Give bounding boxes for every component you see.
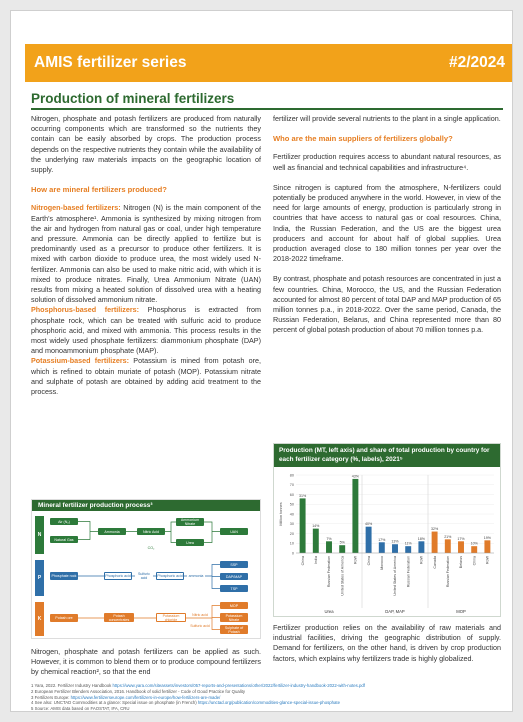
bar-data-label: 18%: [417, 536, 426, 541]
bar-data-label: 19%: [483, 535, 492, 540]
bar-data-label: 40%: [364, 522, 373, 527]
bar: [458, 541, 464, 553]
potassium-nitrate-box: Potassium Nitrate: [220, 613, 248, 622]
chart-title: Production (MT, left axis) and share of total production by country for each fertilizer category (%, labels), 2021⁵: [274, 444, 500, 467]
nitrogen-arrows: [32, 514, 262, 556]
series-banner: [25, 44, 513, 82]
ammonia-p-label: ammonia: [188, 574, 204, 578]
bar-data-label: 7%: [326, 536, 332, 541]
phosphate-potash-paragraph: By contrast, phosphate and potash resources are concentrated in just a few countries. China, Morocco, the US, and the Russian Federation accounted for almost 80 percent of total DAP and MAP production of 65 million tonnes p.a., in 2018-2022. Over the same period, Canada, the Russian Federation, Belarus, and China represented more than 80 percent of global potash production of about 70 million tonnes p.a.: [273, 274, 501, 335]
natural-gas-box: Natural Gas: [50, 536, 78, 543]
nitrogen-supply-paragraph: Since nitrogen is captured from the atmosphere, N-fertilizers could potentially be produced anywhere in the world. However, in view of the need for large amounts of energy, production is particularly strong in countries that have access to natural gas or coal resources. China, India, the Russian Federation, and the US are the biggest urea producers and account for about half of global supplies. Urea production averaged close to 180 million tonnes per year over the 2018-2022 timeframe.: [273, 182, 501, 264]
bar-data-label: 43%: [351, 474, 360, 479]
potash-concentrates-box: Potash concentrates: [104, 613, 134, 622]
bar: [352, 479, 358, 553]
bar: [392, 544, 398, 553]
x-category-label: Canada: [432, 556, 437, 569]
sulfuric-acid-k-label: Sulfuric acid: [190, 623, 210, 628]
x-category-label: China: [472, 556, 477, 566]
continued-paragraph: fertilizer will provide several nutrients to the plant in a single application.: [273, 114, 501, 123]
right-column-bottom: [273, 623, 501, 674]
footnote-5-text: 5 Source: AMIS data based on FAOSTAT, IFA, CRU: [31, 706, 130, 712]
bar: [366, 527, 372, 553]
sulfuric-acid-p-label: Sulfuric acid: [138, 572, 150, 580]
nitric-acid-box: Nitric Acid: [137, 528, 165, 535]
x-category-label: India: [314, 556, 318, 564]
y-tick-label: 50: [289, 502, 294, 507]
potassium-band: [32, 600, 262, 638]
footnote-4-text: 4 See also: UNCTAD Commodities at a glance: Special issue on phosphate (in French): [31, 700, 198, 706]
x-category-label: China: [366, 556, 371, 566]
ssp-box: SSP: [220, 561, 248, 568]
bar-data-label: 14%: [312, 524, 320, 529]
bar: [379, 542, 385, 553]
left-column-bottom: [31, 647, 261, 688]
potassium-lead: Potassium-based fertilizers:: [31, 356, 130, 366]
bar-data-label: 17%: [457, 536, 465, 541]
distribution-paragraph: Fertilizer production relies on the availability of raw materials and industrial facilities, driving the geographic distribution of supply. Demand for fertilizers, on the other hand, is driven by crop production factors, which explains why fertilizers trade is highly globalized.: [273, 623, 501, 663]
footnotes: [31, 683, 506, 712]
section-heading-suppliers: Who are the main suppliers of fertilizers globally?: [273, 134, 453, 144]
footnote-1-link[interactable]: https://www.yara.com/siteassets/investors/057-reports-and-presentations/other/2022/fertilizer-industry-handbook-2022-with-notes.pdf: [112, 683, 365, 688]
bar: [313, 529, 319, 553]
blending-paragraph: Nitrogen, phosphate and potash fertilizers can be applied as such. However, it is common to blend them or to produce compound fertilizers by chemical reaction², so that the end: [31, 647, 261, 677]
x-category-label: RoW: [485, 556, 490, 564]
y-tick-label: 20: [289, 531, 294, 536]
footnote-2-text: 2 European Fertilizer Blenders Association, 2016. Handbook of solid fertilizer - Code of Good Practice for Quality: [31, 688, 245, 694]
x-category-label: Morocco: [380, 556, 384, 570]
uan-box: UAN: [220, 528, 248, 535]
bar: [484, 540, 490, 553]
bar: [300, 498, 306, 553]
bar-data-label: 17%: [378, 537, 386, 542]
phosphorus-tab: P: [35, 560, 44, 596]
y-axis-label: Million tonnes: [279, 502, 283, 526]
bar: [432, 532, 438, 553]
x-category-label: Russian Federation: [327, 556, 332, 588]
bar-data-label: 13%: [391, 539, 399, 544]
mop-box: MOP: [220, 602, 248, 609]
phosphorus-arrows: [32, 558, 262, 598]
phosphorus-text: Phosphorus is extracted from phosphate rock, which can be treated with sulfuric acid to produce phosphoric acid, and mixed with ammonia. This process results in the most widely used phosphate fertilizers: diammonium phosphate (DAP) and monoammonium phosphate (MAP).: [31, 305, 261, 356]
group-label: Urea: [324, 609, 334, 614]
bar-data-label: 5%: [339, 540, 345, 545]
potassium-text: Potassium is mined from potash ore, which is refined to obtain muriate of potash (MOP). Potassium nitrate and sulphate of potash are obtained by adding acid treatment to the process.: [31, 356, 261, 397]
co2-label: CO₂: [147, 545, 155, 550]
phosphorus-lead: Phosphorus-based fertilizers:: [31, 305, 140, 315]
x-category-label: RoW: [419, 556, 424, 564]
x-category-label: United States of America: [393, 556, 398, 596]
x-category-label: Belarus: [459, 556, 464, 569]
diagram-title: Mineral fertilizer production process³: [32, 500, 260, 511]
potassium-arrows: [32, 600, 262, 638]
nitrogen-lead: Nitrogen-based fertilizers:: [31, 203, 121, 213]
ammonium-nitrate-box: Ammonium Nitrate: [176, 518, 204, 526]
phosphoric-acid-box-1: Phosphoric acid: [105, 574, 131, 578]
document-page: [10, 10, 513, 712]
bar: [405, 546, 411, 553]
phosphorus-band: [32, 558, 262, 598]
x-category-label: Russian Federation: [406, 556, 411, 588]
right-column: [273, 114, 501, 346]
bar: [418, 541, 424, 553]
y-tick-label: 60: [289, 492, 294, 497]
y-tick-label: 0: [291, 551, 294, 556]
y-tick-label: 10: [289, 541, 294, 546]
x-category-label: RoW: [353, 556, 358, 564]
nitrogen-band: [32, 514, 262, 556]
sulphate-of-potash-box: Sulphate of Potash: [220, 625, 248, 634]
group-label: MOP: [456, 609, 466, 614]
footnote-1-text: 1 Yara, 2022. Fertilizer Industry Handbook: [31, 683, 113, 688]
bar-data-label: 11%: [404, 541, 412, 546]
footnote-3-text: 3 Fertilizers Europe:: [31, 694, 71, 700]
group-label: DAP, MAP: [385, 609, 405, 614]
potassium-paragraph: [31, 356, 261, 397]
ammonia-box: Ammonia: [98, 528, 126, 535]
bar: [445, 539, 451, 553]
potassium-tab: K: [35, 602, 44, 636]
title-divider: [31, 108, 503, 110]
potash-ore-box: Potash ore: [50, 614, 78, 622]
nitrogen-tab: N: [35, 516, 44, 554]
bar-data-label: 31%: [298, 493, 307, 498]
bar: [471, 546, 477, 553]
y-tick-label: 30: [289, 522, 294, 527]
intro-paragraph: Nitrogen, phosphate and potash fertilizers are produced from naturally occurring components which are transformed so the nutrients they contain can be easily absorbed by crops. The production process depends on the respective nutrients they contain while the availability of the underlying raw materials impacts on the geographic location of supply.: [31, 114, 261, 175]
urea-box: Urea: [176, 539, 204, 546]
x-category-label: United States of America: [340, 556, 345, 596]
nitrogen-text: Nitrogen (N) is the main component of the Earth's atmosphere¹. Ammonia is synthesized by mixing nitrogen from the air and hydrogen from natural gas or coal, under high temperature and pressure. Ammonia can be directly applied to fertilize but is predominantly used as a precursor to produce other fertilizers. It is mixed with carbon dioxide to produce urea, the most widely used N-fertilizer. Ammonia can also be used to make nitric acid, with which it is mixed to produce nitrates. Finally, Urea Ammonium Nitrate (UAN) results from mixing a heated solution of dissolved urea with a heating solution of dissolved ammonium nitrate.: [31, 203, 262, 305]
phosphorus-paragraph: [31, 305, 261, 356]
production-chart: [273, 443, 501, 617]
resources-paragraph: Fertilizer production requires access to abundant natural resources, as well as financial and technical capabilities and infrastructure⁴.: [273, 152, 501, 172]
chart-plot: [274, 467, 500, 616]
section-heading-production: How are mineral fertilizers produced?: [31, 185, 167, 195]
x-category-label: Russian Federation: [446, 556, 450, 588]
potassium-chloride-box: Potassium chloride: [156, 613, 186, 622]
production-process-diagram: [31, 499, 261, 639]
bar-data-label: 10%: [470, 541, 478, 546]
footnote-3-link[interactable]: https://www.fertilizerseurope.com/fertilizers-in-europe/how-fertilizers-are-made/: [70, 694, 221, 700]
footnote-5: [31, 706, 506, 712]
issue-number: #2/2024: [448, 54, 505, 71]
dap-map-box: DAP/MAP: [220, 573, 248, 580]
x-category-label: China: [300, 556, 305, 566]
phosphoric-acid-box-2: Phosphoric acid: [157, 574, 183, 578]
bar-data-label: 32%: [430, 527, 439, 532]
footnote-4-link[interactable]: https://unctad.org/publication/commodities-glance-special-issue-phosphate: [197, 700, 340, 706]
y-tick-label: 40: [289, 512, 294, 517]
nitric-acid-k-label: Nitric acid: [192, 612, 208, 617]
tsp-box: TSP: [220, 585, 248, 592]
bar: [326, 541, 332, 553]
phosphate-rock-box: Phosphate rock: [51, 574, 77, 578]
y-tick-label: 70: [289, 483, 294, 488]
air-box: Air (N₂): [50, 518, 78, 525]
bar-data-label: 21%: [444, 534, 452, 539]
bar: [339, 545, 345, 553]
left-column: [31, 114, 261, 407]
nitrogen-paragraph: [31, 203, 261, 305]
y-tick-label: 80: [289, 473, 294, 478]
series-name: AMIS fertilizer series: [34, 54, 187, 71]
document-title: Production of mineral fertilizers: [31, 91, 235, 106]
